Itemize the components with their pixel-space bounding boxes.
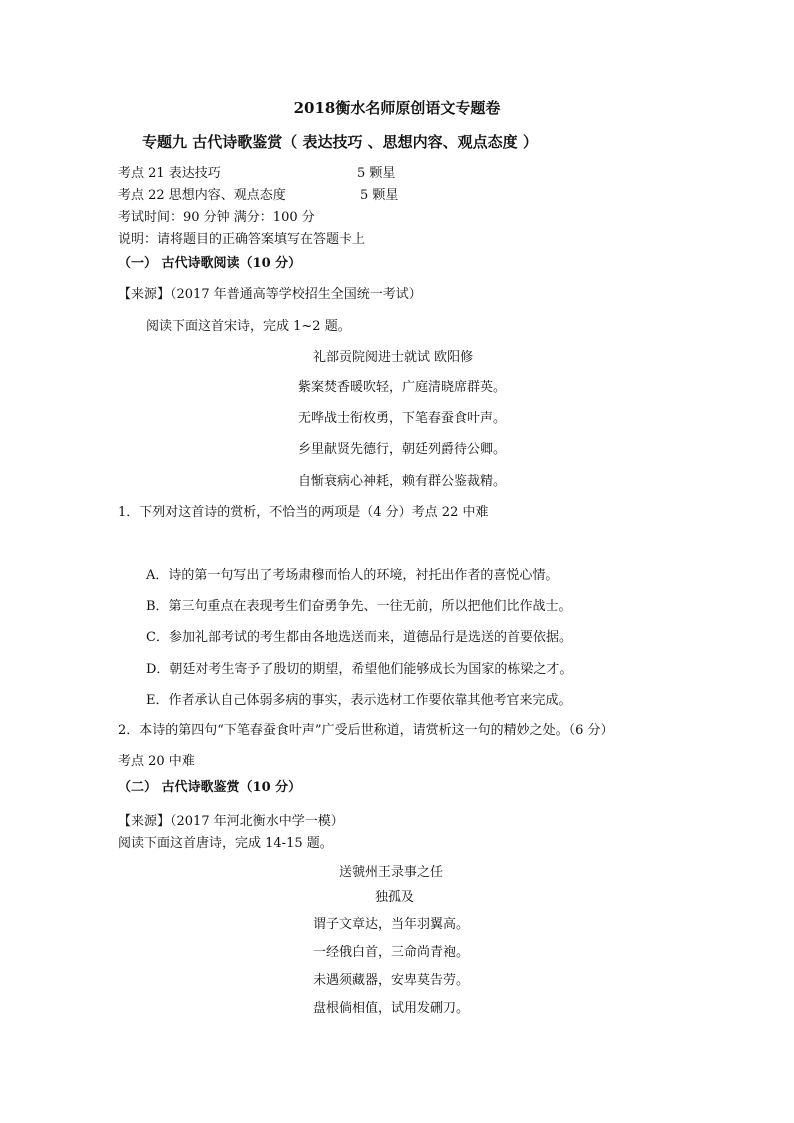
section2-intro: 阅读下面这首唐诗，完成 14-15 题。 [118, 836, 333, 851]
doc-title: 2018衡水名师原创语文专题卷 [293, 99, 501, 117]
poem1-line: 乡里献贤先德行，朝廷列爵待公卿。 [298, 442, 507, 457]
question-1: 1．下列对这首诗的赏析，不恰当的两项是（4 分）考点 22 中难 [118, 505, 489, 520]
kaodian-22-stars: 5 颗星 [360, 188, 399, 203]
poem2-line: 盘根倘相值，试用发硎刀。 [313, 1001, 470, 1016]
option-a: A．诗的第一句写出了考场肃穆而怡人的环境，衬托出作者的喜悦心情。 [146, 568, 559, 583]
poem1-title: 礼部贡院阅进士就试 欧阳修 [313, 350, 474, 365]
question-2: 2．本诗的第四句“下笔春蚕食叶声”广受后世称道，请赏析这一句的精妙之处。（6 分） [118, 723, 614, 738]
question-2-kaodian: 考点 20 中难 [118, 754, 195, 769]
section2-source: 【来源】（2017 年河北衡水中学一模） [118, 814, 344, 829]
section1-intro: 阅读下面这首宋诗，完成 1~2 题。 [146, 319, 351, 334]
poem1-line: 无哗战士衔枚勇，下笔春蚕食叶声。 [298, 411, 507, 426]
option-c: C．参加礼部考试的考生都由各地选送而来，道德品行是选送的首要依据。 [146, 630, 572, 645]
poem2-title: 送虢州王录事之任 [339, 865, 444, 880]
kaodian-22-label: 考点 22 思想内容、观点态度 [118, 188, 286, 203]
poem2-line: 未遇须藏器，安卑莫告劳。 [313, 973, 470, 988]
doc-subtitle: 专题九 古代诗歌鉴赏（ 表达技巧 、思想内容、观点态度 ） [142, 133, 538, 151]
option-b: B．第三句重点在表现考生们奋勇争先、一往无前，所以把他们比作战士。 [146, 599, 572, 614]
section2-heading: （二） 古代诗歌鉴赏（10 分） [118, 780, 302, 795]
time-info: 考试时间：90 分钟 满分：100 分 [118, 210, 315, 225]
section1-heading: （一） 古代诗歌阅读（10 分） [118, 256, 302, 271]
kaodian-21-stars: 5 颗星 [357, 166, 396, 181]
kaodian-21-label: 考点 21 表达技巧 [118, 166, 221, 181]
option-d: D．朝廷对考生寄予了殷切的期望，希望他们能够成长为国家的栋梁之才。 [146, 662, 573, 677]
poem1-line: 自惭衰病心神耗，赖有群公鉴裁精。 [298, 474, 507, 489]
poem2-author: 独孤及 [375, 890, 415, 905]
instructions: 说明：请将题目的正确答案填写在答题卡上 [118, 232, 366, 247]
poem2-line: 一经俄白首，三命尚青袍。 [313, 945, 470, 960]
section1-source: 【来源】（2017 年普通高等学校招生全国统一考试） [118, 287, 422, 302]
poem1-line: 紫案焚香暖吹轻，广庭清晓席群英。 [298, 380, 507, 395]
option-e: E．作者承认自己体弱多病的事实，表示选材工作要依靠其他考官来完成。 [146, 693, 572, 708]
poem2-line: 谓子文章达，当年羽翼高。 [313, 917, 470, 932]
